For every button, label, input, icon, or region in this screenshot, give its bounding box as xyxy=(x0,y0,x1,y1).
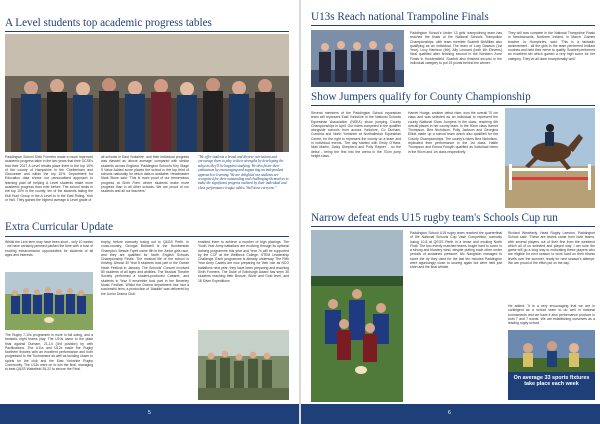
rugbycup-text-col2: Richard Weatherly, Head Rugby Leeston, Paddington School said: 'These are teams came from both teams, with several players out of their first from the weekend which all of us selected and played way. I am sure the game will go a long way to motivating these players who are eligible for next season to work hard on their fitness levels over the summer, ready for next season's attempt. We are proud of the effort put on the day.' xyxy=(508,231,595,266)
headline-rugby-cup: Narrow defeat ends U15 rugby team's Schools Cup run xyxy=(311,212,558,224)
headline-rule-4 xyxy=(311,105,595,106)
headline-extra-curricular: Extra Curricular Update xyxy=(5,221,114,233)
extra-text-col1b: The Rugby 7-10s programme is more in full swing, and a fantastic eight teams play. The U10s came to the plate final against Durham, 21-14 (3rd position) by with Pacifications. The U11s and U12s made the Rugby Northern fixtures with an excellent performance and both progressed to the Tournament as well as building closer to sports for the club and the East Yorkshire Rugby Community. The U13s went on to win the final, managing to beat Q&SS Wakefield 26-22 to secure the Final. xyxy=(5,333,93,372)
headline-rule-2 xyxy=(5,236,289,237)
headline-rule-3 xyxy=(311,25,595,26)
page-number-right: 6 xyxy=(448,410,451,416)
showjump-text-col1: Several members of the Paddington School equestrian team will represent East Yorkshire in the National Schools Equestrian Association (NSEA) show jumping County Championships in April. Our riders competed in the qualifier alongside schools from across Yorkshire, Co Durham, Cumbria and North Yorkshire at Northallerton Equestrian Centre, for the right to represent the county on a team and in individual events. The day started with Emily O'Hara, Niall Martin, Daisy Shepherd and Polly Rayner - no the debut - being the first into the arena in the 70cm jump height class. xyxy=(311,111,401,158)
fixtures-caption: On average 33 sports fixtures take place each week xyxy=(513,375,590,387)
headline-academic: A Level students top academic progress tables xyxy=(5,17,212,29)
graduation-photo xyxy=(5,34,289,152)
extra-text-col1: Whilst the Lent term may have been short - only 10 weeks - we have certainly jammed packed the time with a host of exciting extracurricular opportunities for students of all ages and interests. xyxy=(5,240,93,257)
show-jumping-photo xyxy=(505,108,595,208)
academic-text-col1: Paddington School Sixth Formers made a much improved academic progress table in the two years that their GCSEs that their 2017 A Level results place them in the top 10% of the county of Hampshire in the Cheltenham and Gloucester and within the top 10%. Department for Education data shows our personalised approach to learning paid off helping A Level students make more academic progress than ever before. The school ranks in the top 10% in the county; ten of the students taking the Hull Hunt Group in the A Level to in the East Riding, York or Hull. They gained the highest average A Level grade of xyxy=(5,155,93,202)
headline-rule xyxy=(5,31,289,32)
trampoline-team-photo xyxy=(311,30,404,87)
rugby-team-photo xyxy=(5,272,93,330)
extra-text-col3: enabled them to achieve a number of high placings. The Youth Year Army battalions are evolving through its optional training programme this year and Year 7s will be supported by the CCF at the Wellbeck College, STEM Leadership Challenge. Each programme is already underway. The Fifth Year Army Cadets are now preparing for their role as NCO battalions next year; they have been preparing and teaching Sixth Formers. The Duke of Edinburgh Award has seen 30 students reaching their Bronze, Silver and Gold level, and 18 Silver Expeditions. xyxy=(198,240,289,283)
fixtures-banner xyxy=(508,330,595,400)
rugbycup-text-col3: He added: 'It is a very encouraging that we are in contingent as a school team to do well in national tournaments and we have it also performance produce in both 7 and 7 words. We are establishing ourselves as a leading rugby school.' xyxy=(508,304,595,326)
headline-rule-5 xyxy=(311,226,595,227)
rugby-match-photo xyxy=(311,230,403,402)
trampoline-text-col2: They will now compete in the National Trampoline Finals in Newtownards, Northern Ireland, in March. Games teacher Jo Humphries, said: 'This is a fantastic achievement - all the girls in the team performed brilliant routines and held their nerve to qualify. Scarlett performed an excellent set which gained a very high score for her category. They've all done exceptionally well.' xyxy=(508,31,595,61)
page-gutter xyxy=(299,0,301,424)
headline-trampoline: U13s Reach national Trampoline Finals xyxy=(311,11,489,23)
extra-text-col2: trophy, before narrowly losing out to Q&GS Perth. In cross-country, Georgia Bothwell is the Humberside Champion, Bessie Fryett came 9th in the Junior girls race, and they are qualified for North English Schools Championship Finals. The musical life of the school is thriving. Almost 30 Year 8 students took part in the Ocean Heart Festival in January. The Schools' Concert involved 80 students of all ages and abilities. The Musical Theatre Society performed a student-produced Cabaret, and students in Year 9 ensemble took part in the Beverley Music Festival. Whilst the Drama department has had a successful term, a production of 'Aladdin' was delivered by the Junior Drama Club. xyxy=(101,240,189,296)
cadets-photo xyxy=(198,330,289,400)
rugbycup-text-col1: Paddington School U15 rugby team reached the quarterfinal of the National Schools Cup Vase Competition, narrowly losing 10-8 at QEGS Perth in a tense and exciting North Final. The two evenly matched teams fought hard to score in a strong and blustery wind, despite putting each other under periods of sustained pressure. Nic Naughton managed to score the try they used for the last ten minutes Paddington were agonisingly close to scoring again but were held just short and the final whistle. xyxy=(410,231,502,270)
trampoline-text-col1: Paddington School's Under 13 girls' trampolining team has reached the finals of the National Schools Trampoline Championships, with team member Scarlett McMillan also qualifying as an individual. The team of Lucy Dawson (1st Year), Lucy Harrison (4th), Ally Leonard (both 4th Elevens) Neal qualified after finishing second in the Northern Zone Finals in Huddersfield. Scarlett also finished second in the individual category to put 15 points behind the winner. xyxy=(410,31,502,66)
fixtures-banner-image xyxy=(508,330,595,372)
page-number-left: 5 xyxy=(148,410,151,416)
headline-show-jumpers: Show Jumpers qualify for County Championship xyxy=(311,91,531,103)
academic-pull-quote: "We offer students a broad and diverse curriculum and encourage them to play to their strengths by developing the subjects they'll be happiest studying. We also foster their enthusiasm by encouraging and supporting an independent approach to learning. We are delighted our students are recognised for their outstanding and challenging themselves to make the significant progress outlined by their individual and class performance league tables. Well done everyone." xyxy=(198,155,289,190)
academic-text-col2: all schools in East Yorkshire, and their individual progress was classed as 'above average' compared with similar students across England. Paddington School's Key Stage 5 Value Added score places the school in the top third of schools nationally for which data is available. Headmaster Mark Stone said: 'This is more proof of our tremendous progress at Sixth Form where students make more progress than in all other schools. We are proud of our students and all our teachers.' xyxy=(101,155,189,194)
showjump-text-col2: Harriet Hodge, another debut rider, won the overall 70 cm class and was selected as an individual to represent the county National Show Jumpers in the class, reaching 4th overall places in her county team. In the 90cm class Harriet Thompson, Bea Nicholson, Polly Jackson and Georgina Elliott made up a school team which also qualified for the County Championships. The county's riders Bea Nicholson, replicated their performance in the 1st class. Hattie Thompson and Emma Forsyth qualified as individual riders in the 90cm and 1m class respectively. xyxy=(408,111,498,154)
